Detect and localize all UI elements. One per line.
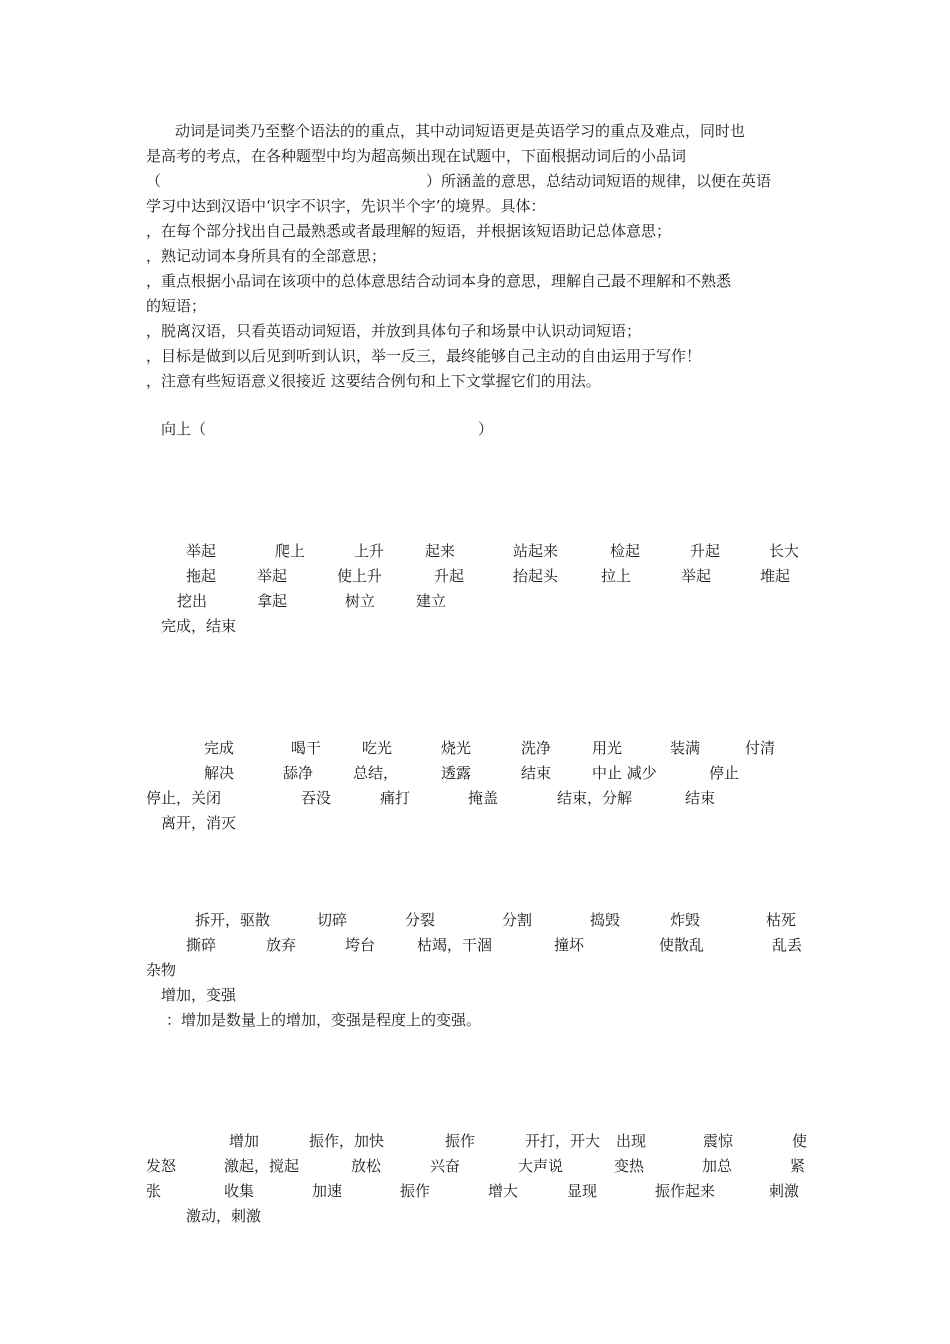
section-note: ：增加是数量上的增加，变强是程度上的变强。 — [166, 1011, 482, 1029]
phrase-word: 出现 — [616, 1132, 647, 1150]
intro-line-3: ）所涵盖的意思，总结动词短语的规律，以便在英语 — [426, 172, 772, 190]
phrase-word: 垮台 — [345, 936, 376, 954]
tip-line: ，熟记动词本身所具有的全部意思； — [146, 247, 387, 265]
tip-line: ，重点根据小品词在该项中的总体意思结合动词本身的意思，理解自己最不理解和不熟悉 — [146, 272, 732, 290]
tip-line: ，脱离汉语，只看英语动词短语，并放到具体句子和场景中认识动词短语； — [146, 322, 642, 340]
phrase-word: 增大 — [488, 1182, 519, 1200]
phrase-word: 加总 — [702, 1157, 733, 1175]
phrase-word: 拿起 — [257, 592, 288, 610]
phrase-word: 中止 减少 — [592, 764, 657, 782]
phrase-word: 枯竭，干涸 — [417, 936, 493, 954]
tip-line: 的短语； — [146, 297, 207, 315]
phrase-word: 吞没 — [301, 789, 332, 807]
phrase-word: 拆开，驱散 — [195, 911, 271, 929]
phrase-word: 吃光 — [362, 739, 393, 757]
phrase-word: 紧 — [790, 1157, 806, 1175]
phrase-word: 放松 — [351, 1157, 382, 1175]
section-heading-finish: 完成，结束 — [161, 617, 237, 635]
phrase-word: 分割 — [502, 911, 533, 929]
phrase-word: 增加 — [229, 1132, 260, 1150]
phrase-word: 开打，开大 — [525, 1132, 601, 1150]
phrase-word: 用光 — [592, 739, 623, 757]
phrase-word: 撕碎 — [186, 936, 217, 954]
phrase-word: 抬起头 — [513, 567, 559, 585]
phrase-word: 变热 — [614, 1157, 645, 1175]
phrase-word: 切碎 — [317, 911, 348, 929]
intro-line-4: 学习中达到汉语中‘识字不识字，先识半个字’的境界。具体： — [146, 197, 546, 215]
phrase-word: 完成 — [204, 739, 235, 757]
phrase-word: 拖起 — [186, 567, 217, 585]
phrase-word: 爬上 — [275, 542, 306, 560]
phrase-word: 炸毁 — [670, 911, 701, 929]
phrase-word: 装满 — [670, 739, 701, 757]
phrase-word: 喝干 — [291, 739, 322, 757]
tip-line: ，目标是做到以后见到听到认识，举一反三，最终能够自己主动的自由运用于写作！ — [146, 347, 702, 365]
phrase-word: 震惊 — [703, 1132, 734, 1150]
phrase-word: 起来 — [425, 542, 456, 560]
phrase-word: 结束 — [685, 789, 716, 807]
phrase-word: 杂物 — [146, 961, 177, 979]
phrase-word: 升起 — [690, 542, 721, 560]
phrase-word: 上升 — [354, 542, 385, 560]
tip-line: ，在每个部分找出自己最熟悉或者最理解的短语，并根据该短语助记总体意思； — [146, 222, 672, 240]
phrase-word: 长大 — [769, 542, 800, 560]
phrase-word: 使上升 — [337, 567, 383, 585]
phrase-word: 使 — [792, 1132, 808, 1150]
phrase-word: 痛打 — [380, 789, 411, 807]
phrase-word: 解决 — [204, 764, 235, 782]
phrase-word: 使散乱 — [659, 936, 705, 954]
phrase-word: 烧光 — [441, 739, 472, 757]
phrase-word: 总结， — [353, 764, 399, 782]
phrase-word: 停止，关闭 — [146, 789, 222, 807]
phrase-word: 站起来 — [513, 542, 559, 560]
phrase-word: 建立 — [416, 592, 447, 610]
tip-line: ，注意有些短语意义很接近 这要结合例句和上下文掌握它们的用法。 — [146, 372, 601, 390]
phrase-word: 刺激 — [769, 1182, 800, 1200]
phrase-word: 激动，刺激 — [186, 1207, 262, 1225]
section-heading-leave: 离开，消灭 — [161, 814, 237, 832]
phrase-word: 兴奋 — [430, 1157, 461, 1175]
phrase-word: 分裂 — [405, 911, 436, 929]
phrase-word: 枯死 — [766, 911, 797, 929]
phrase-word: 收集 — [224, 1182, 255, 1200]
phrase-word: 舔净 — [283, 764, 314, 782]
phrase-word: 乱丢 — [772, 936, 803, 954]
phrase-word: 捣毁 — [590, 911, 621, 929]
phrase-word: 堆起 — [760, 567, 791, 585]
intro-line-1: 动词是词类乃至整个语法的的重点，其中动词短语更是英语学习的重点及难点，同时也 — [175, 122, 746, 140]
phrase-word: 大声说 — [518, 1157, 564, 1175]
section-heading-increase: 增加，变强 — [161, 986, 237, 1004]
phrase-word: 撞坏 — [554, 936, 585, 954]
phrase-word: 发怒 — [146, 1157, 177, 1175]
phrase-word: 拉上 — [601, 567, 632, 585]
phrase-word: 检起 — [610, 542, 641, 560]
phrase-word: 付清 — [745, 739, 776, 757]
phrase-word: 振作 — [445, 1132, 476, 1150]
phrase-word: 振作起来 — [655, 1182, 716, 1200]
phrase-word: 透露 — [441, 764, 472, 782]
phrase-word: 振作 — [400, 1182, 431, 1200]
phrase-word: 挖出 — [177, 592, 208, 610]
phrase-word: 举起 — [681, 567, 712, 585]
phrase-word: 举起 — [257, 567, 288, 585]
phrase-word: 举起 — [186, 542, 217, 560]
phrase-word: 树立 — [345, 592, 376, 610]
phrase-word: 掩盖 — [468, 789, 499, 807]
intro-line-2: 是高考的考点，在各种题型中均为超高频出现在试题中，下面根据动词后的小品词 — [146, 147, 687, 165]
phrase-word: 激起，搅起 — [224, 1157, 300, 1175]
phrase-word: 结束 — [521, 764, 552, 782]
phrase-word: 显现 — [567, 1182, 598, 1200]
phrase-word: 张 — [146, 1182, 162, 1200]
phrase-word: 振作，加快 — [309, 1132, 385, 1150]
intro-line-3-open: （ — [146, 172, 162, 190]
section-heading-up-close: ） — [478, 420, 494, 438]
phrase-word: 结束，分解 — [557, 789, 633, 807]
section-heading-up: 向上（ — [161, 420, 207, 438]
phrase-word: 停止 — [709, 764, 740, 782]
phrase-word: 升起 — [434, 567, 465, 585]
phrase-word: 洗净 — [521, 739, 552, 757]
phrase-word: 放弃 — [266, 936, 297, 954]
phrase-word: 加速 — [312, 1182, 343, 1200]
